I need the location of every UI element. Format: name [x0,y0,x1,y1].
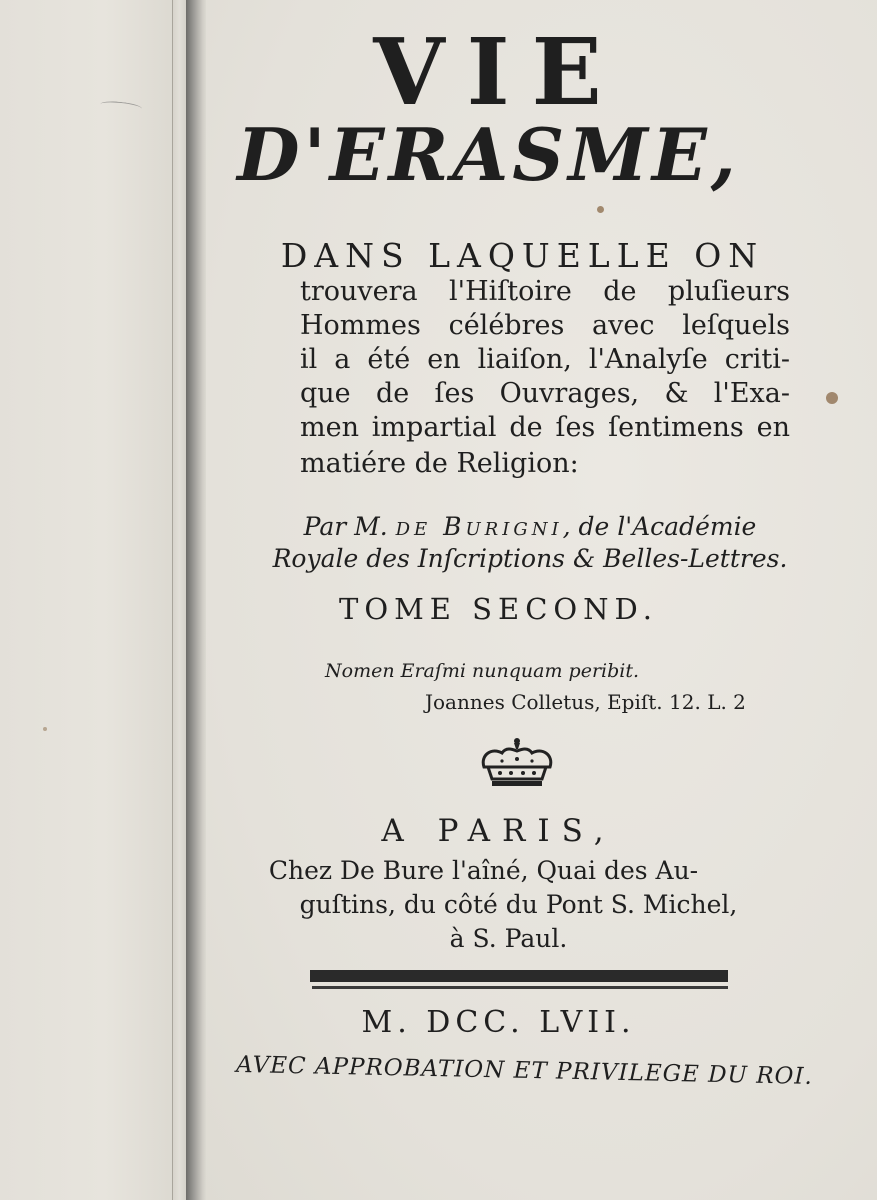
author-prefix: Par M. [303,512,388,541]
subtitle-line: matiére de Religion: [300,448,579,479]
volume-label: TOME SECOND. [338,592,658,626]
author-name: de Burigni [395,512,563,541]
foxing-spot [43,727,47,731]
imprint-line: Chez De Bure l'aîné, Quai des Au- [268,856,699,885]
author-line-2: Royale des Inſcriptions & Belles-Lettres. [272,544,788,573]
crown-icon [478,737,556,789]
epigraph-attribution: Joannes Colletus, Epiſt. 12. L. 2 [425,690,746,714]
subtitle-line: trouvera l'Hiſtoire de pluſieurs [300,276,790,307]
subtitle-line: men impartial de ſes ſentimens en [300,412,790,443]
foxing-spot [597,206,604,213]
subtitle-line: il a été en liaiſon, l'Analyſe criti- [300,344,790,375]
title-line-2: D'ERASME, [237,112,740,197]
publication-date: M. DCC. LVII. [361,1005,636,1040]
author-line-1 [270,512,790,541]
imprint-line: guſtins, du côté du Pont S. Michel, [299,890,738,919]
subtitle-line: que de ſes Ouvrages, & l'Exa- [300,378,790,409]
title-line-1: VIE [373,18,624,126]
epigraph-quote: Nomen Eraſmi nunquam peribit. [325,660,640,682]
double-rule-thick [310,970,728,982]
imprint-line: à S. Paul. [449,924,568,953]
double-rule-thin [312,986,728,989]
subtitle-line: Hommes célébres avec leſquels [300,310,790,341]
author-suffix: , de l'Académie [562,512,757,541]
imprint-city: A PARIS, [381,813,616,849]
subtitle-caps: DANS LAQUELLE ON [280,236,765,275]
privilege-line: AVEC APPROBATION ET PRIVILEGE DU ROI. [235,1051,814,1090]
foxing-spot [826,392,838,404]
